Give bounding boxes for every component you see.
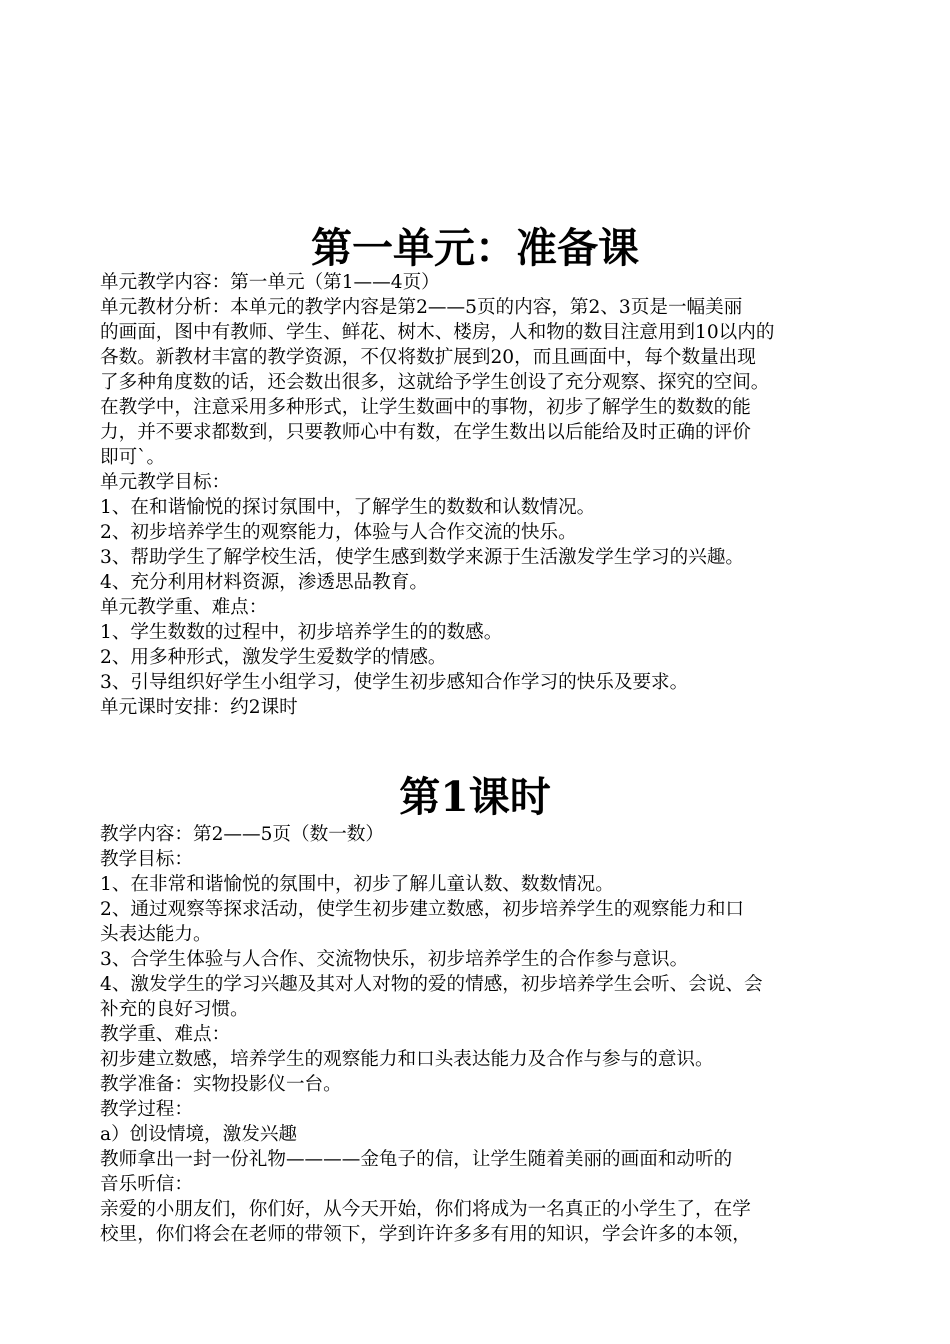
text-line: 1、学生数数的过程中，初步培养学生的的数感。 (100, 622, 503, 643)
text-line: 亲爱的小朋友们，你们好，从今天开始，你们将成为一名真正的小学生了，在学 (100, 1199, 751, 1220)
text-line: 2、通过观察等探求活动，使学生初步建立数感，初步培养学生的观察能力和口 (100, 899, 745, 920)
text-line: 教学内容：第2——5页（数一数） (100, 824, 384, 845)
unit-title: 第一单元：准备课 (311, 224, 639, 272)
text-line: 4、充分利用材料资源，渗透思品教育。 (100, 572, 428, 593)
text-line: 4、激发学生的学习兴趣及其对人对物的爱的情感，初步培养学生会听、会说、会 (100, 974, 763, 995)
text-line: 教学重、难点： (100, 1024, 231, 1045)
lesson-title: 第1课时 (399, 773, 551, 821)
text-line: a）创设情境，激发兴趣 (100, 1124, 298, 1145)
lesson-plan-text (100, 822, 870, 1247)
text-line: 教学目标： (100, 849, 193, 870)
text-line: 2、初步培养学生的观察能力，体验与人合作交流的快乐。 (100, 522, 577, 543)
text-line: 3、合学生体验与人合作、交流物快乐，初步培养学生的合作参与意识。 (100, 949, 689, 970)
text-line: 头表达能力。 (100, 924, 212, 945)
text-line: 校里，你们将会在老师的带领下，学到许许多多有用的知识，学会许多的本领， (100, 1224, 751, 1245)
text-line: 补充的良好习惯。 (100, 999, 249, 1020)
text-line: 3、引导组织好学生小组学习，使学生初步感知合作学习的快乐及要求。 (100, 672, 689, 693)
text-line: 在教学中，注意采用多种形式，让学生数画中的事物，初步了解学生的数数的能 (100, 397, 751, 418)
text-line: 初步建立数感，培养学生的观察能力和口头表达能力及合作与参与的意识。 (100, 1049, 714, 1070)
text-line: 的画面，图中有教师、学生、鲜花、树木、楼房，人和物的数目注意用到10以内的 (100, 322, 775, 343)
text-line: 单元教学内容：第一单元（第1——4页） (100, 272, 440, 293)
text-line: 了多种角度数的话，还会数出很多，这就给予学生创设了充分观察、探究的空间。 (100, 372, 770, 393)
text-line: 教师拿出一封一份礼物————金龟子的信，让学生随着美丽的画面和动听的 (100, 1149, 733, 1170)
text-line: 单元教学目标： (100, 472, 231, 493)
text-line: 即可`。 (100, 447, 166, 468)
text-line: 3、帮助学生了解学校生活，使学生感到数学来源于生活激发学生学习的兴趣。 (100, 547, 745, 568)
unit-overview-text (100, 270, 870, 720)
text-line: 单元教材分析：本单元的教学内容是第2——5页的内容，第2、3页是一幅美丽 (100, 297, 743, 318)
text-line: 教学过程： (100, 1099, 193, 1120)
text-line: 1、在和谐愉悦的探讨氛围中，了解学生的数数和认数情况。 (100, 497, 596, 518)
text-line: 教学准备：实物投影仪一台。 (100, 1074, 342, 1095)
text-line: 单元教学重、难点： (100, 597, 268, 618)
text-line: 单元课时安排：约2课时 (100, 697, 298, 718)
text-line: 1、在非常和谐愉悦的氛围中，初步了解儿童认数、数数情况。 (100, 874, 614, 895)
text-line: 音乐听信： (100, 1174, 193, 1195)
text-line: 2、用多种形式，激发学生爱数学的情感。 (100, 647, 447, 668)
text-line: 各数。新教材丰富的教学资源，不仅将数扩展到20，而且画面中，每个数量出现 (100, 347, 756, 368)
text-line: 力，并不要求都数到，只要教师心中有数，在学生数出以后能给及时正确的评价 (100, 422, 751, 443)
